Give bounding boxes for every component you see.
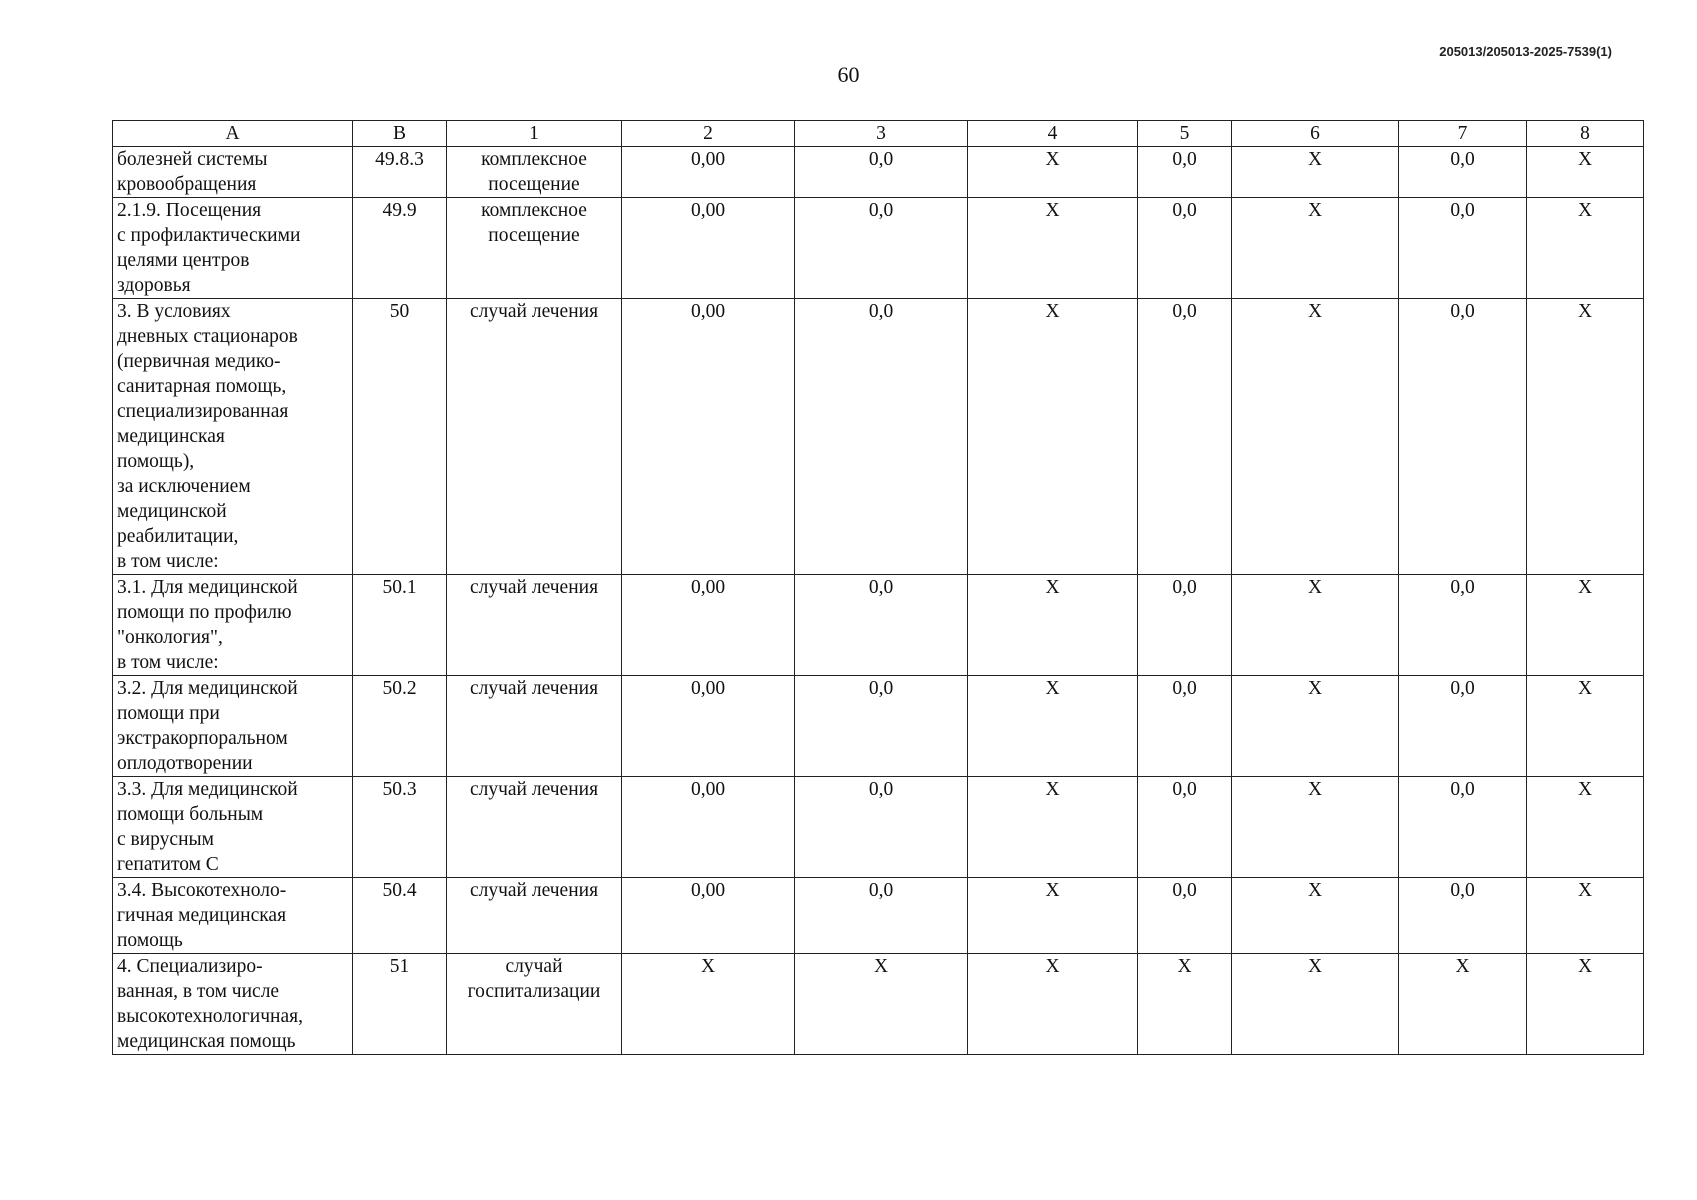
row-name-line: 3.2. Для медицинской: [117, 678, 298, 699]
row-name-cell: [113, 777, 353, 878]
row-unit-cell: [447, 954, 622, 1055]
table-row: [113, 198, 1644, 299]
value-cell: 0,0: [795, 299, 968, 575]
value-cell: 0,00: [622, 575, 795, 676]
table-row: [113, 777, 1644, 878]
row-name-line: в том числе:: [117, 551, 219, 572]
row-code-cell: 49.9: [353, 198, 447, 299]
row-name-cell: [113, 299, 353, 575]
value-cell: X: [1527, 575, 1644, 676]
value-cell: X: [1527, 777, 1644, 878]
row-code-cell: 50.2: [353, 676, 447, 777]
row-code-cell: 51: [353, 954, 447, 1055]
row-unit-cell: [447, 147, 622, 198]
column-header: 1: [447, 121, 622, 147]
value-cell: 0,0: [795, 147, 968, 198]
row-code-cell: 49.8.3: [353, 147, 447, 198]
column-header: 7: [1399, 121, 1527, 147]
table-row: [113, 954, 1644, 1055]
value-cell: X: [1138, 954, 1232, 1055]
value-cell: X: [968, 299, 1138, 575]
table-row: [113, 878, 1644, 954]
row-code-cell: 50.3: [353, 777, 447, 878]
row-unit-line: комплексное: [481, 149, 587, 170]
value-cell: 0,0: [1399, 878, 1527, 954]
row-name-line: "онкология",: [117, 627, 223, 648]
table-row: [113, 676, 1644, 777]
value-cell: X: [968, 198, 1138, 299]
value-cell: X: [1232, 777, 1399, 878]
value-cell: X: [968, 954, 1138, 1055]
row-name-line: 3.1. Для медицинской: [117, 577, 298, 598]
row-name-line: помощь),: [117, 451, 195, 472]
row-name-line: в том числе:: [117, 652, 219, 673]
row-name-line: помощи по профилю: [117, 602, 292, 623]
row-name-line: здоровья: [117, 275, 191, 296]
value-cell: X: [1527, 878, 1644, 954]
row-code-cell: 50.1: [353, 575, 447, 676]
value-cell: 0,0: [1138, 575, 1232, 676]
row-unit-cell: [447, 299, 622, 575]
value-cell: X: [1232, 954, 1399, 1055]
row-unit-line: случай лечения: [469, 577, 599, 598]
value-cell: 0,0: [1399, 299, 1527, 575]
column-header: 2: [622, 121, 795, 147]
row-name-line: реабилитации,: [117, 526, 239, 547]
row-unit-cell: [447, 198, 622, 299]
value-cell: 0,00: [622, 676, 795, 777]
row-unit-line: случай лечения: [469, 779, 599, 800]
row-name-line: специализированная: [117, 401, 289, 422]
row-name-line: с вирусным: [117, 829, 214, 850]
value-cell: 0,00: [622, 198, 795, 299]
row-unit-cell: [447, 575, 622, 676]
value-cell: X: [968, 676, 1138, 777]
value-cell: X: [1232, 198, 1399, 299]
value-cell: X: [795, 954, 968, 1055]
row-unit-line: случай лечения: [469, 678, 599, 699]
value-cell: 0,00: [622, 299, 795, 575]
value-cell: X: [1232, 575, 1399, 676]
row-unit-line: комплексное: [481, 200, 587, 221]
value-cell: X: [968, 575, 1138, 676]
row-name-line: ванная, в том числе: [117, 981, 280, 1002]
value-cell: 0,0: [1399, 777, 1527, 878]
value-cell: X: [1527, 198, 1644, 299]
value-cell: 0,0: [795, 777, 968, 878]
value-cell: 0,0: [1138, 147, 1232, 198]
row-name-line: 3. В условиях: [117, 301, 231, 322]
row-name-line: медицинская помощь: [117, 1031, 296, 1052]
row-name-line: гичная медицинская: [117, 905, 287, 926]
row-unit-cell: [447, 777, 622, 878]
table-row: [113, 575, 1644, 676]
value-cell: 0,0: [1138, 878, 1232, 954]
value-cell: 0,0: [795, 676, 968, 777]
value-cell: X: [1527, 147, 1644, 198]
value-cell: X: [1232, 878, 1399, 954]
value-cell: X: [1527, 954, 1644, 1055]
page-number: 60: [837, 62, 860, 87]
row-name-line: экстракорпоральном: [117, 728, 288, 749]
value-cell: 0,0: [1399, 575, 1527, 676]
value-cell: X: [1527, 299, 1644, 575]
row-name-line: 3.3. Для медицинской: [117, 779, 298, 800]
row-code-cell: 50: [353, 299, 447, 575]
column-header: А: [113, 121, 353, 147]
row-name-line: целями центров: [117, 250, 250, 271]
row-name-cell: [113, 198, 353, 299]
value-cell: X: [968, 777, 1138, 878]
row-unit-line: посещение: [488, 174, 580, 195]
column-header: 5: [1138, 121, 1232, 147]
row-name-line: (первичная медико-: [117, 351, 281, 372]
row-name-cell: [113, 954, 353, 1055]
value-cell: X: [968, 878, 1138, 954]
value-cell: X: [1232, 676, 1399, 777]
table-row: [113, 299, 1644, 575]
value-cell: X: [1232, 147, 1399, 198]
row-name-cell: [113, 147, 353, 198]
row-name-line: помощи больным: [117, 804, 264, 825]
value-cell: 0,0: [1138, 777, 1232, 878]
row-name-cell: [113, 676, 353, 777]
column-header: 3: [795, 121, 968, 147]
value-cell: 0,0: [1138, 676, 1232, 777]
table-body: [113, 147, 1644, 1055]
row-name-line: медицинская: [117, 426, 225, 447]
value-cell: 0,0: [795, 575, 968, 676]
value-cell: 0,0: [1399, 198, 1527, 299]
row-unit-line: посещение: [488, 225, 580, 246]
value-cell: 0,00: [622, 878, 795, 954]
value-cell: 0,00: [622, 777, 795, 878]
row-name-line: 3.4. Высокотехноло-: [117, 880, 287, 901]
row-name-line: медицинской: [117, 501, 227, 522]
row-name-line: помощь: [117, 930, 183, 951]
value-cell: 0,0: [795, 878, 968, 954]
header-row: [113, 121, 1644, 147]
value-cell: 0,0: [1138, 299, 1232, 575]
row-name-line: помощи при: [117, 703, 220, 724]
column-header: 4: [968, 121, 1138, 147]
row-unit-line: госпитализации: [467, 981, 601, 1002]
row-name-line: с профилактическими: [117, 225, 301, 246]
row-name-line: санитарная помощь,: [117, 376, 287, 397]
value-cell: X: [1527, 676, 1644, 777]
value-cell: 0,0: [1138, 198, 1232, 299]
row-code-cell: 50.4: [353, 878, 447, 954]
row-unit-line: случай лечения: [469, 880, 599, 901]
table-row: [113, 147, 1644, 198]
row-name-cell: [113, 575, 353, 676]
value-cell: X: [1399, 954, 1527, 1055]
value-cell: X: [1232, 299, 1399, 575]
row-unit-cell: [447, 878, 622, 954]
row-name-line: 4. Специализиро-: [117, 956, 263, 977]
row-unit-line: случай лечения: [469, 301, 599, 322]
column-header: 8: [1527, 121, 1644, 147]
value-cell: 0,0: [1399, 676, 1527, 777]
value-cell: X: [622, 954, 795, 1055]
value-cell: X: [968, 147, 1138, 198]
row-name-line: дневных стационаров: [117, 326, 298, 347]
value-cell: 0,0: [1399, 147, 1527, 198]
column-header: 6: [1232, 121, 1399, 147]
row-name-line: высокотехнологичная,: [117, 1006, 303, 1027]
row-name-line: кровообращения: [117, 174, 257, 195]
data-table: [112, 120, 1644, 1055]
row-unit-cell: [447, 676, 622, 777]
document-id: 205013/205013-2025-7539(1): [1439, 44, 1612, 59]
column-header: В: [353, 121, 447, 147]
value-cell: 0,00: [622, 147, 795, 198]
row-unit-line: случай: [505, 956, 563, 977]
row-name-line: 2.1.9. Посещения: [117, 200, 262, 221]
value-cell: 0,0: [795, 198, 968, 299]
row-name-line: болезней системы: [117, 149, 268, 170]
row-name-line: за исключением: [117, 476, 251, 497]
row-name-line: оплодотворении: [117, 753, 253, 774]
row-name-line: гепатитом С: [117, 854, 219, 875]
row-name-cell: [113, 878, 353, 954]
